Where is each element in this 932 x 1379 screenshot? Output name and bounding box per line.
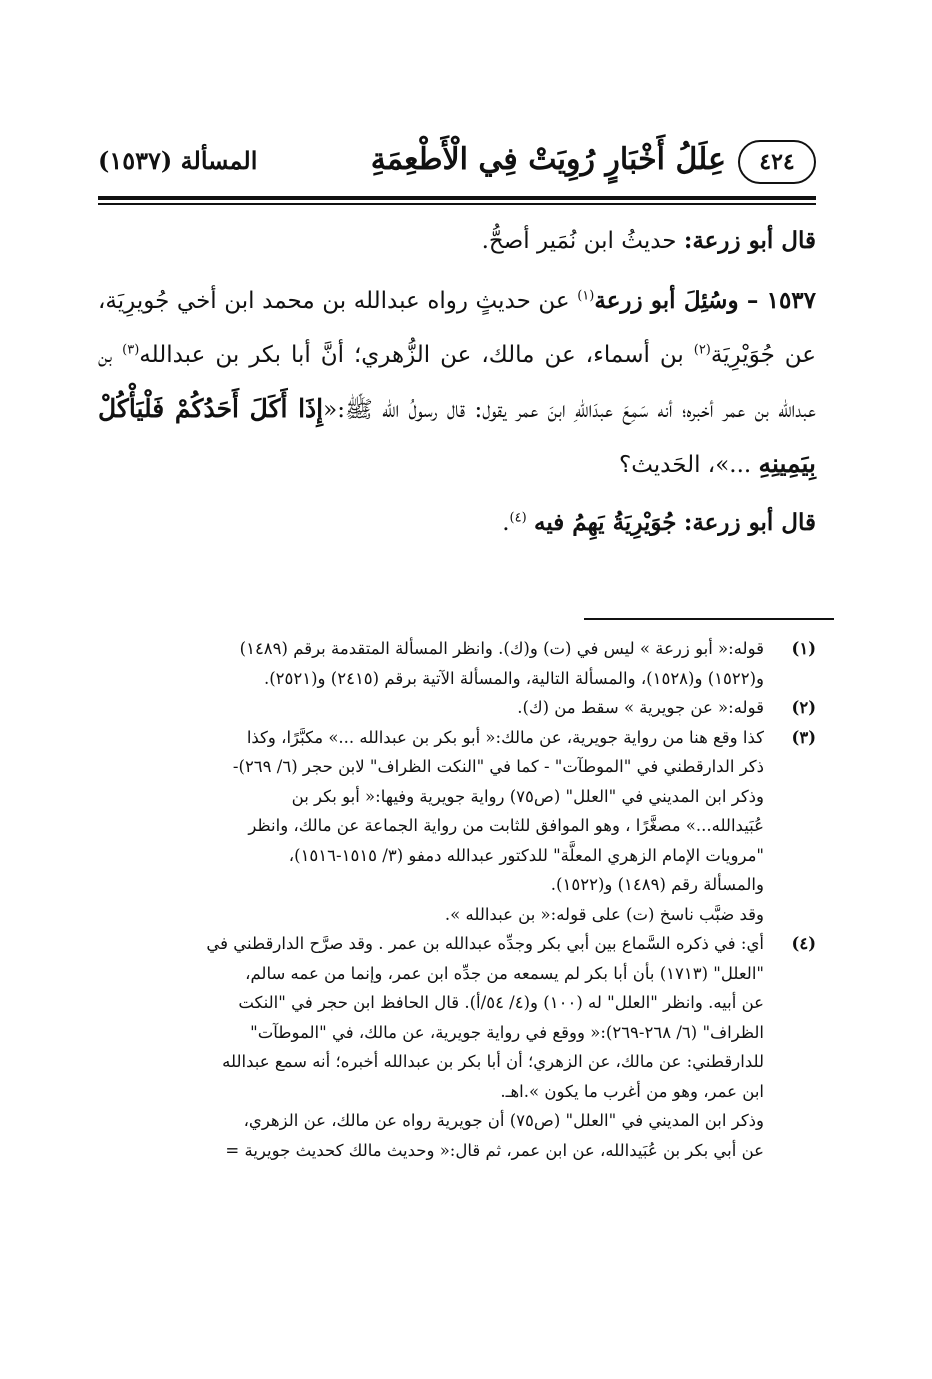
- main-text: [98, 214, 816, 550]
- issue-number: ١٥٣٧ – وسُئِلَ أبو زرعة: [594, 287, 817, 314]
- footnote-number: (٤): [791, 934, 816, 953]
- footnote-ref: (٤): [509, 510, 527, 526]
- footnote-line: ابن عمر، وهو من أغرب ما يكون ».اهـ.: [500, 1081, 764, 1101]
- footnote-ref: (٢): [693, 342, 711, 358]
- paragraph-text: جُوَيْرِيَةُ يَهِمُ فيه: [534, 509, 677, 536]
- paragraph-end: .: [502, 510, 510, 536]
- footnote-line: كذا وقع هنا من رواية جويرية، عن مالك:« أبو بكر بن عبدالله ...» مكبَّرًا، وكذا: [246, 727, 764, 747]
- footnote-line: للدارقطني: عن مالك، عن الزهري؛ أن أبا بكر بن عبدالله أخبره؛ أنه سمع عبدالله: [222, 1052, 764, 1071]
- footnote-number: (٣): [791, 727, 816, 747]
- footnote-line: و(١٥٢٢) و(١٥٢٨)، والمسألة التالية، والمسألة الآتية برقم (٢٤١٥) و(٢٥٢١).: [263, 668, 764, 688]
- paragraph-3: [98, 496, 816, 550]
- paragraph-1: [98, 214, 816, 268]
- footnote-line: عن أبيه. وانظر "العلل" له (١٠٠) و(٤/ ٥٤/أ). قال الحافظ ابن حجر في "النكت: [238, 993, 764, 1012]
- paragraph-text: عن حديثٍ رواه عبدالله بن محمد ابن أخي جُويرِيَة، عن جُوَيْرِيَة: [98, 288, 816, 368]
- speaker-label: قال أبو زرعة:: [683, 227, 816, 254]
- footnote-line: عُبَيدالله...» مصغَّرًا ، وهو الموافق للثابت من رواية الجماعة عن مالك، وانظر: [248, 816, 764, 835]
- footnote-line: عن أبي بكر بن عُبَيدالله، عن ابن عمر، ثم قال:« وحديث مالك كحديث جويرية =: [225, 1140, 764, 1160]
- footnotes: [98, 634, 816, 1165]
- paragraph-text: حديثُ ابن نُمَير أصحُّ.: [481, 228, 677, 254]
- footnote-ref: (٣): [122, 342, 140, 358]
- footnote-divider: [584, 618, 834, 620]
- issue-label: المسألة (١٥٣٧): [98, 146, 258, 175]
- footnote: [98, 693, 816, 723]
- header-rule-thin: [98, 203, 816, 205]
- footnote-line: وذكر ابن المديني في "العلل" (ص٧٥) أن جويرية رواه عن مالك، عن الزهري،: [243, 1111, 764, 1130]
- book-title: عِلَلُ أَخْبَارٍ رُوِيَتْ فِي الْأَطْعِمَةِ: [370, 142, 726, 177]
- paragraph-text: ...»، الحَديث؟: [618, 452, 752, 478]
- footnote-line: قوله:« عن جويرية » سقط من (ك).: [517, 698, 764, 717]
- hadith-text: إِذَا أَكَلَ أَحَدُكُمْ فَلْيَأْكُلْ بِيَمِينِهِ: [98, 394, 816, 478]
- footnote-line: قوله:« أبو زرعة » ليس في (ت) و(ك). وانظر المسألة المتقدمة برقم (١٤٨٩): [239, 639, 764, 658]
- footnote-line: أي: في ذكره السَّماع بين أبي بكر وجدِّه عبدالله بن عمر . وقد صرَّح الدارقطني في: [206, 934, 764, 953]
- footnote-number: (٢): [791, 698, 816, 717]
- footnote-ref: (١): [577, 288, 595, 304]
- paragraph-2: [98, 274, 816, 492]
- footnote-line: وقد ضبَّب ناسخ (ت) على قوله:« بن عبدالله ».: [444, 904, 764, 924]
- footnote-line: والمسألة رقم (١٤٨٩) و(١٥٢٢).: [550, 875, 764, 894]
- footnote-line: الظراف" (٦/ ٢٦٨-٢٦٩):« ووقع في رواية جويرية، عن مالك، في "الموطآت": [250, 1022, 764, 1042]
- footnote-line: "مرويات الإمام الزهري المعلَّة" للدكتور عبدالله دمفو (٣/ ١٥١٥-١٥١٦)،: [288, 845, 764, 865]
- speaker-label: قال أبو زرعة:: [683, 509, 816, 536]
- footnote: [98, 929, 816, 1165]
- page-number: ٤٢٤: [738, 140, 816, 184]
- footnote: [98, 634, 816, 693]
- footnote: [98, 723, 816, 930]
- footnote-line: "العلل" (١٧١٣) بأن أبا بكر لم يسمعه من جدِّه ابن عمر، وإنما من عمه سالم،: [245, 963, 764, 983]
- footnote-line: وذكر ابن المديني في "العلل" (ص٧٥) رواية جويرية وفيها:« أبو بكر بن: [291, 786, 764, 806]
- paragraph-text: بن عبدالله بن عمر أخبره؛ أنه سَمِعَ عبدَاللهِ ابنَ عمر يقول: قال رسولُ الله ﷺ:«: [98, 342, 817, 423]
- page-header: [98, 140, 816, 192]
- header-rule-thick: [98, 196, 816, 200]
- footnote-line: ذكر الدارقطني في "الموطآت" - كما في "النكت الظراف" لابن حجر (٦/ ٢٦٩)-: [232, 757, 764, 776]
- paragraph-text: بن أسماء، عن مالك، عن الزُّهري؛ أنَّ أبا بكر بن عبدالله: [139, 342, 684, 368]
- footnote-number: (١): [791, 639, 816, 658]
